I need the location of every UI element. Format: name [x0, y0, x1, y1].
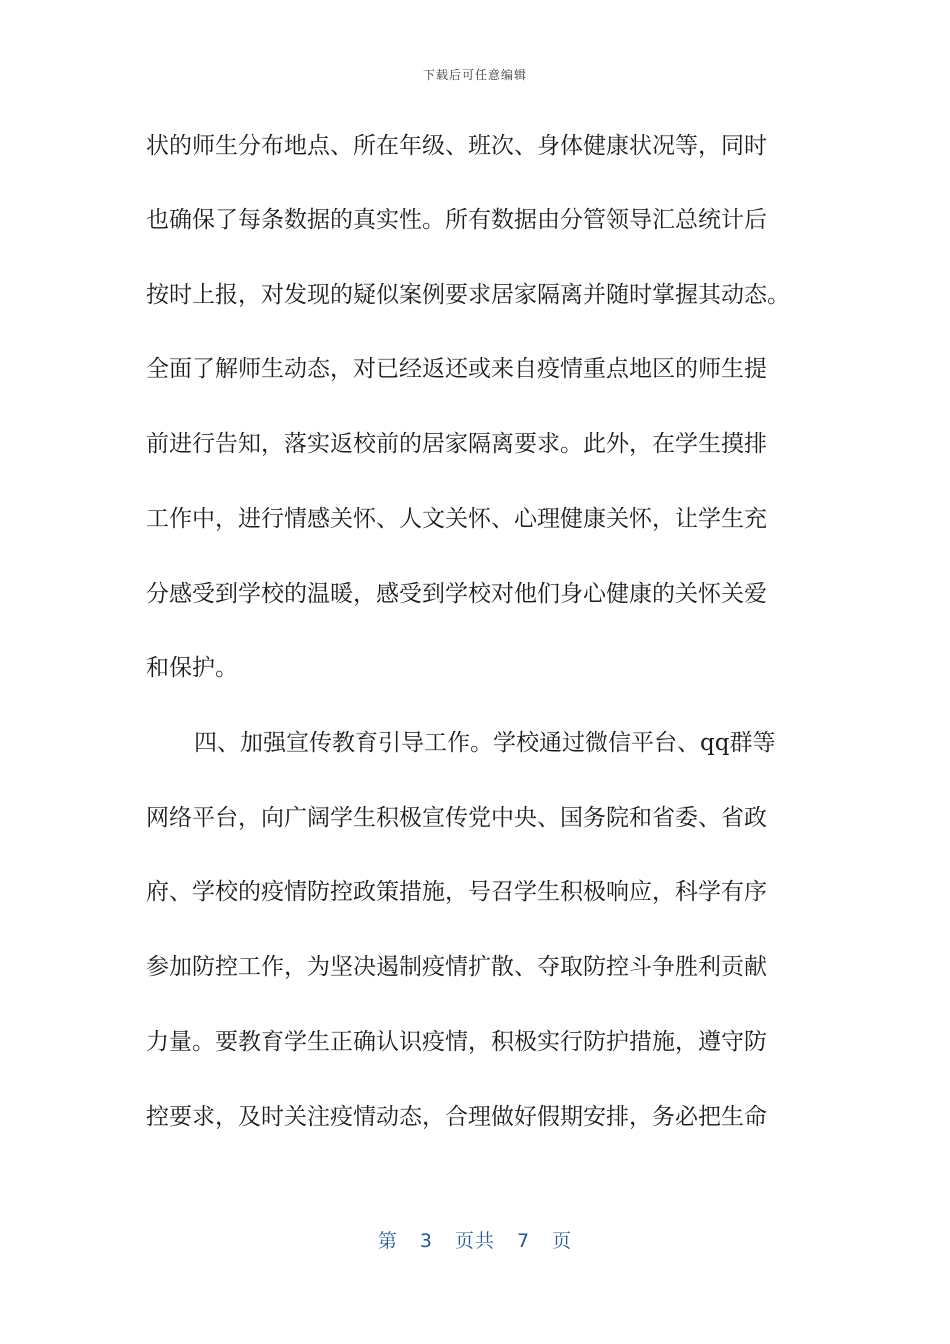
paragraph-line-indented: 四、加强宣传教育引导工作。学校通过微信平台、qq群等 — [194, 730, 776, 756]
footer-suffix: 页 — [552, 1230, 573, 1252]
paragraph-line: 前进行告知，落实返校前的居家隔离要求。此外，在学生摸排 — [146, 431, 767, 457]
paragraph-line: 府、学校的疫情防控政策措施，号召学生积极响应，科学有序 — [146, 879, 767, 905]
paragraph-line: 和保护。 — [146, 655, 238, 681]
footer-total-pages: 7 — [517, 1230, 531, 1252]
paragraph-line: 网络平台，向广阔学生积极宣传党中央、国务院和省委、省政 — [146, 805, 767, 831]
footer-current-page: 3 — [419, 1230, 433, 1252]
paragraph-line: 参加防控工作，为坚决遏制疫情扩散、夺取防控斗争胜利贡献 — [146, 954, 767, 980]
paragraph-line: 力量。要教育学生正确认识疫情，积极实行防护措施，遵守防 — [146, 1029, 767, 1055]
paragraph-line: 工作中，进行情感关怀、人文关怀、心理健康关怀，让学生充 — [146, 506, 767, 532]
paragraph-line: 状的师生分布地点、所在年级、班次、身体健康状况等，同时 — [146, 133, 767, 159]
footer-prefix: 第 — [377, 1230, 398, 1252]
page-footer — [0, 1226, 950, 1253]
paragraph-line: 全面了解师生动态，对已经返还或来自疫情重点地区的师生提 — [146, 356, 767, 382]
paragraph-line: 分感受到学校的温暖，感受到学校对他们身心健康的关怀关爱 — [146, 581, 767, 607]
paragraph-line: 按时上报，对发现的疑似案例要求居家隔离并随时掌握其动态。 — [146, 282, 790, 308]
page-header: 下载后可任意编辑 — [422, 68, 527, 82]
paragraph-line: 控要求，及时关注疫情动态，合理做好假期安排，务必把生命 — [146, 1104, 767, 1130]
paragraph-line: 也确保了每条数据的真实性。所有数据由分管领导汇总统计后 — [146, 207, 767, 233]
footer-middle: 页共 — [454, 1230, 495, 1252]
